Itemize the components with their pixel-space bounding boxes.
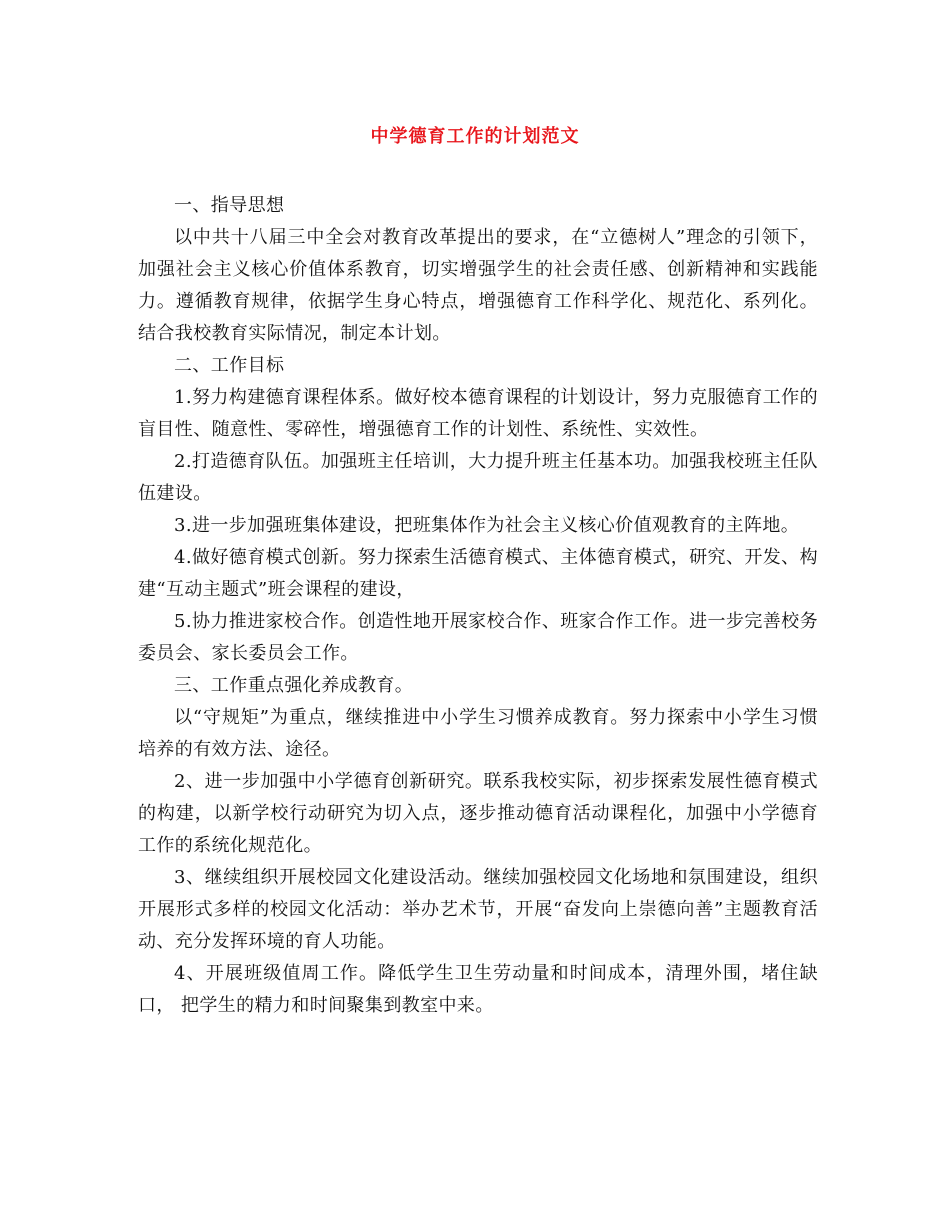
document-body: [138, 190, 818, 1022]
list-item: 3.进一步加强班集体建设，把班集体作为社会主义核心价值观教育的主阵地。: [174, 515, 800, 536]
list-item: 1.努力构建德育课程体系。做好校本德育课程的计划设计，努力克服德育工作的盲目性、随意性、零碎性，增强德育工作的计划性、系统性、实效性。: [138, 387, 818, 440]
section-heading-work-goals: 二、工作目标: [174, 355, 285, 376]
paragraph: 以中共十八届三中全会对教育改革提出的要求，在“立德树人”理念的引领下，加强社会主义核心价值体系教育，切实增强学生的社会责任感、创新精神和实践能力。遵循教育规律，依据学生身心特点，增强德育工作科学化、规范化、系列化。结合我校教育实际情况，制定本计划。: [138, 227, 818, 344]
list-item: 2、进一步加强中小学德育创新研究。联系我校实际，初步探索发展性德育模式的构建，以新学校行动研究为切入点，逐步推动德育活动课程化，加强中小学德育工作的系统化规范化。: [138, 771, 818, 856]
document-title: 中学德育工作的计划范文: [370, 126, 580, 147]
section-heading-guiding-ideology: 一、指导思想: [174, 195, 285, 216]
list-item: 4、开展班级值周工作。降低学生卫生劳动量和时间成本，清理外围，堵住缺口， 把学生的精力和时间聚集到教室中来。: [138, 963, 818, 1016]
list-item: 2.打造德育队伍。加强班主任培训，大力提升班主任基本功。加强我校班主任队伍建设。: [138, 451, 818, 504]
list-item: 3、继续组织开展校园文化建设活动。继续加强校园文化场地和氛围建设，组织开展形式多样的校园文化活动：举办艺术节，开展“奋发向上崇德向善”主题教育活动、充分发挥环境的育人功能。: [138, 867, 818, 952]
list-item: 5.协力推进家校合作。创造性地开展家校合作、班家合作工作。进一步完善校务委员会、家长委员会工作。: [138, 611, 818, 664]
section-heading-work-focus: 三、工作重点强化养成教育。: [174, 675, 414, 696]
list-item: 4.做好德育模式创新。努力探索生活德育模式、主体德育模式，研究、开发、构建“互动主题式”班会课程的建设，: [138, 547, 818, 600]
paragraph: 以“守规矩”为重点，继续推进中小学生习惯养成教育。努力探索中小学生习惯培养的有效方法、途径。: [138, 707, 818, 760]
